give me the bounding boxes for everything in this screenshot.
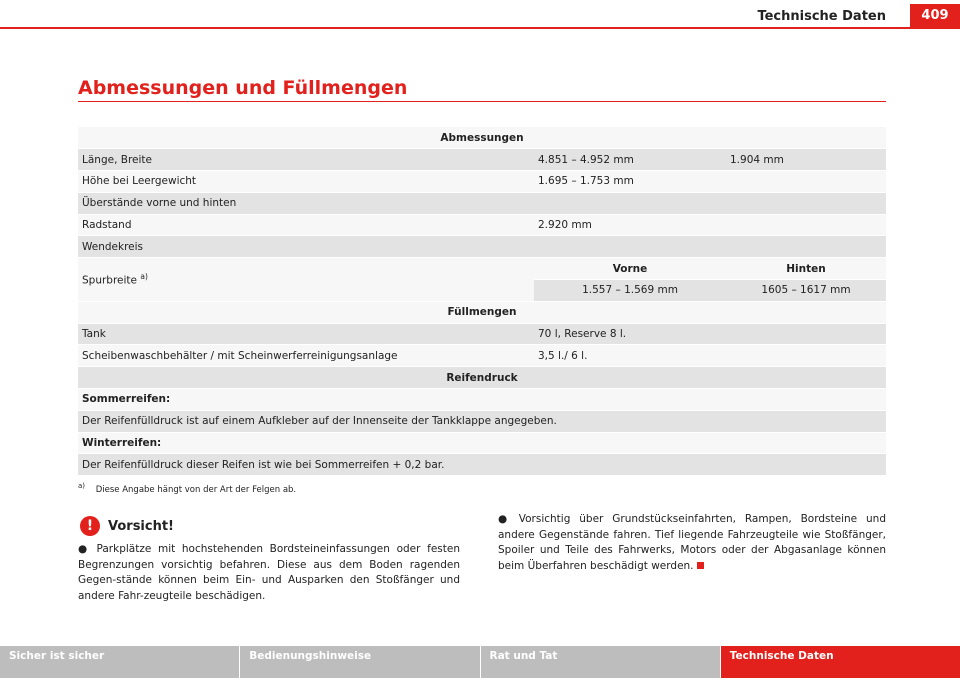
table-row	[78, 389, 886, 411]
warning-text-left	[78, 542, 460, 604]
nav-tab-rat-und-tat[interactable]: Rat und Tat	[481, 646, 721, 678]
row-value: 2.920 mm	[534, 214, 726, 236]
footnote	[78, 482, 296, 495]
row-label: Scheibenwaschbehälter / mit Scheinwerferreinigungsanlage	[78, 345, 534, 367]
warning-title: Vorsicht!	[108, 518, 174, 534]
winter-label: Winterreifen:	[78, 432, 886, 454]
sommer-text: Der Reifenfülldruck ist auf einem Aufkleber auf der Innenseite der Tankklappe angegeben.	[78, 410, 886, 432]
row-value: 70 l, Reserve 8 l.	[534, 323, 886, 345]
bullet-icon: ●	[78, 543, 91, 555]
end-of-section-icon	[697, 562, 704, 569]
table-row	[78, 432, 886, 454]
reifendruck-heading: Reifendruck	[78, 367, 886, 389]
footnote-marker: a)	[78, 482, 86, 490]
table-row	[78, 323, 886, 345]
warning-icon: !	[80, 516, 100, 536]
header-divider	[0, 27, 960, 29]
row-label: Tank	[78, 323, 534, 345]
spurbreite-label: Spurbreite	[82, 274, 138, 287]
warning-left-body: Parkplätze mit hochstehenden Bordsteineinfassungen oder festen Begrenzungen vorsichtig befahren. Diese aus dem Boden ragenden Gegen-stände können beim Ein- und Ausparken den Stoßfänger und andere Fahr-zeugteile beschädigen.	[78, 543, 460, 602]
section-title: Abmessungen und Füllmengen	[78, 77, 408, 99]
row-value-2	[726, 171, 886, 193]
table-row	[78, 410, 886, 432]
table-heading-row	[78, 301, 886, 323]
nav-tab-technische-daten[interactable]: Technische Daten	[721, 646, 960, 678]
warning-right-body: Vorsichtig über Grundstückseinfahrten, Rampen, Bordsteine und andere Gegenstände fahren. Tief liegende Fahrzeugteile wie Stoßfänger, Spoiler und Teile des Fahrwerks, Motors oder der Abgasanlage können beim Überfahren beschädigt werden.	[498, 513, 886, 572]
row-value-2	[726, 192, 886, 214]
table-row	[78, 192, 886, 214]
spurbreite-hinten: 1605 – 1617 mm	[726, 280, 886, 302]
abmessungen-heading: Abmessungen	[78, 127, 886, 149]
footer-navigation	[0, 646, 960, 678]
table-heading-row	[78, 127, 886, 149]
page-header-title: Technische Daten	[757, 9, 886, 24]
section-divider	[78, 101, 886, 102]
spurbreite-footnote-ref: a)	[140, 272, 148, 282]
table-row	[78, 345, 886, 367]
spurbreite-vorne: 1.557 – 1.569 mm	[534, 280, 726, 302]
row-label: Radstand	[78, 214, 534, 236]
row-value: 3,5 l./ 6 l.	[534, 345, 886, 367]
winter-text: Der Reifenfülldruck dieser Reifen ist wie bei Sommerreifen + 0,2 bar.	[78, 454, 886, 476]
table-row	[78, 149, 886, 171]
table-row	[78, 236, 886, 258]
row-label: Länge, Breite	[78, 149, 534, 171]
footnote-text: Diese Angabe hängt von der Art der Felgen ab.	[95, 484, 297, 495]
spurbreite-label-cell	[78, 258, 534, 302]
table-row	[78, 214, 886, 236]
nav-tab-bedienungshinweise[interactable]: Bedienungshinweise	[240, 646, 480, 678]
warning-header	[80, 516, 174, 536]
fuellmengen-heading: Füllmengen	[78, 301, 886, 323]
bullet-icon: ●	[498, 513, 513, 525]
row-value-2: 1.904 mm	[726, 149, 886, 171]
row-value-2	[726, 214, 886, 236]
row-label: Überstände vorne und hinten	[78, 192, 534, 214]
row-label: Wendekreis	[78, 236, 534, 258]
spec-table	[78, 127, 886, 476]
row-value-2	[726, 236, 886, 258]
sommer-label: Sommerreifen:	[78, 389, 886, 411]
col-vorne: Vorne	[534, 258, 726, 280]
page-number: 409	[910, 4, 960, 28]
row-value	[534, 192, 726, 214]
warning-text-right	[498, 512, 886, 574]
table-row	[78, 454, 886, 476]
row-label: Höhe bei Leergewicht	[78, 171, 534, 193]
row-value: 4.851 – 4.952 mm	[534, 149, 726, 171]
table-row	[78, 171, 886, 193]
row-value: 1.695 – 1.753 mm	[534, 171, 726, 193]
spurbreite-header-row	[78, 258, 886, 280]
table-heading-row	[78, 367, 886, 389]
nav-tab-sicher-ist-sicher[interactable]: Sicher ist sicher	[0, 646, 240, 678]
row-value	[534, 236, 726, 258]
col-hinten: Hinten	[726, 258, 886, 280]
